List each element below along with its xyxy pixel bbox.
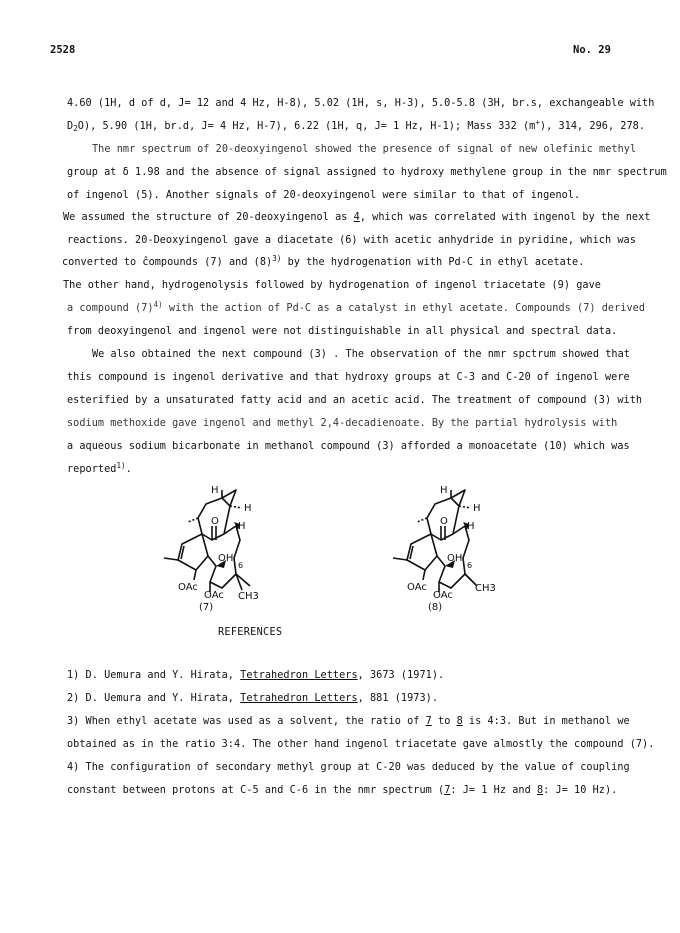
carbonyl-o-label: O [211, 516, 219, 527]
body-line-15: sodium methoxide gave ingenol and methyl 2,4-decadienoate. By the partial hydrolysis with [67, 418, 618, 429]
reference-4-cont: constant between protons at C-5 and C-6 in the nmr spectrum (7: J= 1 Hz and 8: J= 10 Hz). [67, 785, 618, 796]
c6-label: 6 [467, 561, 473, 570]
h-label: H [473, 503, 481, 514]
body-line-10: a compound $(7)^{4)}$ with the action of Pd-C as a catalyst in ethyl acetate. Compounds (7) derived [67, 300, 646, 314]
ch3-label: CH3 [238, 591, 259, 602]
caption-7: (7) [199, 602, 214, 613]
h-label: H [244, 503, 252, 514]
body-line-3: The nmr spectrum of 20-deoxyingenol showed the presence of signal of new olefinic methyl [92, 144, 637, 155]
reference-4: 4) The configuration of secondary methyl group at C-20 was deduced by the value of coupling [67, 762, 630, 773]
journal-issue: No. 29 [573, 44, 611, 56]
structure-8 [375, 478, 525, 613]
body-line-5: of ingenol (5). Another signals of 20-deoxyingenol were similar to that of ingenol. [67, 190, 581, 201]
oac-label: OAc [178, 582, 198, 593]
body-line-14: esterified by a unsaturated fatty acid and an acetic acid. The treatment of compound (3) with [67, 395, 643, 406]
body-line-8: converted to ĉompounds (7) and $(8)^{3)}$ by the hydrogenation with Pd-C in ethyl acetate. [62, 254, 585, 268]
body-line-6: We assumed the structure of 20-deoxyingenol as 4, which was correlated with ingenol by the next [63, 212, 651, 223]
oh-label: OH [447, 553, 463, 564]
page-number: 2528 [50, 44, 76, 56]
carbonyl-o-label: O [440, 516, 448, 527]
reference-3-cont: obtained as in the ratio 3:4. The other hand ingenol triacetate gave almostly the compound (7). [67, 739, 655, 750]
c6-label: 6 [238, 561, 244, 570]
h-label: H [211, 485, 219, 496]
ch3-label: CH3 [475, 583, 496, 594]
references-heading: REFERENCES [218, 627, 283, 638]
body-line-11: from deoxyingenol and ingenol were not distinguishable in all physical and spectral data. [67, 326, 618, 337]
body-line-7: reactions. 20-Deoxyingenol gave a diacetate (6) with acetic anhydride in pyridine, which was [67, 235, 636, 246]
h-label: H [440, 485, 448, 496]
body-line-17: reported$^{1)}$. [67, 461, 132, 475]
body-line-1: 4.60 (1H, d of d, J= 12 and 4 Hz, H-8), 5.02 (1H, s, H-3), 5.0-5.8 (3H, br.s, exchangeable with [67, 98, 655, 109]
body-line-4: group at δ 1.98 and the absence of signal assigned to hydroxy methylene group in the nmr spectrum [67, 167, 667, 178]
structure-7 [150, 478, 290, 613]
caption-8: (8) [428, 602, 443, 613]
reference-3: 3) When ethyl acetate was used as a solvent, the ratio of 7 to 8 is 4:3. But in methanol we [67, 716, 630, 727]
body-line-12: We also obtained the next compound (3) . The observation of the nmr spctrum showed that [92, 349, 630, 360]
h-label: H [467, 521, 475, 532]
body-line-9: The other hand, hydrogenolysis followed by hydrogenation of ingenol triacetate (9) gave [63, 280, 601, 291]
h-label: H [238, 521, 246, 532]
body-line-13: this compound is ingenol derivative and that hydroxy groups at C-3 and C-20 of ingenol were [67, 372, 630, 383]
oh-label: OH [218, 553, 234, 564]
reference-2: 2) D. Uemura and Y. Hirata, Tetrahedron Letters, 881 (1973). [67, 693, 439, 704]
oac-label: OAc [204, 590, 224, 601]
body-line-16: a aqueous sodium bicarbonate in methanol compound (3) afforded a monoacetate (10) which was [67, 441, 630, 452]
reference-1: 1) D. Uemura and Y. Hirata, Tetrahedron Letters, 3673 (1971). [67, 670, 445, 681]
oac-label: OAc [407, 582, 427, 593]
body-line-2: $D_2O$), 5.90 (1H, br.d, J= 4 Hz, H-7), 6.22 (1H, q, J= 1 Hz, H-1); Mass 332 (m+), 314, 296, 278. [67, 118, 646, 133]
oac-label: OAc [433, 590, 453, 601]
